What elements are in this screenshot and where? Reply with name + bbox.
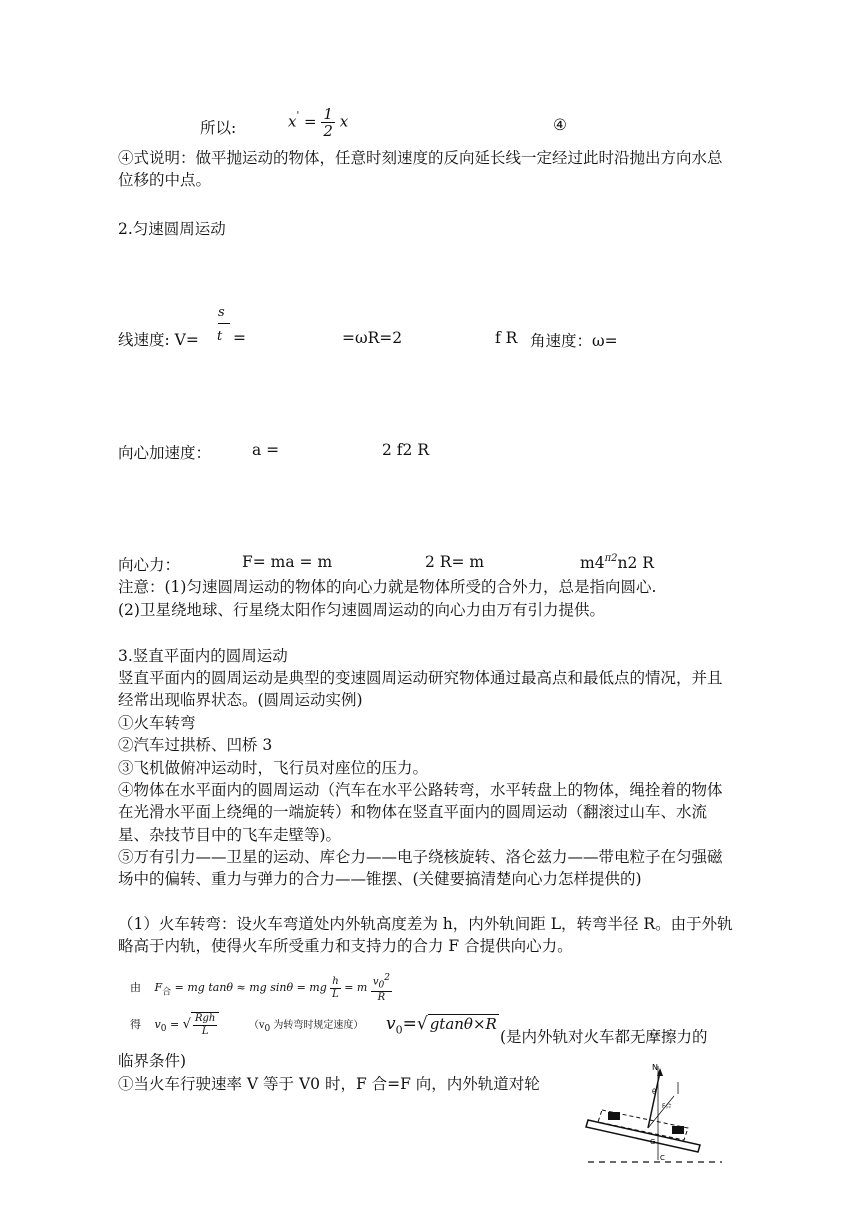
v0-equals: = [169,1018,180,1031]
frac-s: s [218,305,225,320]
track-plate [586,1120,700,1152]
angular-velocity-label: 角速度：ω= [530,332,618,350]
label-C: C [660,1154,665,1162]
v0-big-formula: $v_0=√$ gtanθ×R [386,1014,497,1037]
formula-body: = mg tanθ ≈ mg sinθ = mg [174,981,327,995]
section2-heading: 2.匀速圆周运动 [118,220,226,238]
v0-var: v [154,1018,161,1031]
v0-sub: 0 [160,1024,167,1035]
eq4-den: 2 [323,122,333,140]
linear-label: 线速度: V= [118,331,199,349]
linear-velocity-line [118,329,199,351]
v0-big: v [386,1014,396,1034]
item-4: ④物体在水平面内的圆周运动（汽车在水平公路转弯，水平转盘上的物体，绳拴着的物体在光滑水平面上绕绳的一端旋转）和物体在竖直平面内的圆周运动（翻滚过山车、水流星、杂技节目中的飞车走壁等)。 [118,781,723,844]
formula-you: 由 [130,981,141,995]
frac-t: t [217,329,223,344]
v0-big-rhs: = [402,1014,417,1034]
v0-note: （v [248,1020,265,1031]
item-3: ③飞机做俯冲运动时，飞行员对座位的压力。 [118,759,429,777]
suoyi-label: 所以: [200,119,237,137]
linear-fr: f R [495,329,518,347]
force-tail-text: n2 R [617,554,654,572]
eq4-prime: ' [296,110,300,122]
eq4-tag: ④ [553,116,567,134]
train-intro: （1）火车转弯：设火车弯道处内外轨高度差为 h，内外轨间距 L，转弯半径 R。由于外轨略高于内轨，使得火车所受重力和支持力的合力 F 合提供向心力。 [118,915,733,956]
formula-he: 合 [162,987,172,998]
v0-num: Rgh [194,1013,216,1024]
centripetal-acc-label: 向心加速度： [118,444,212,462]
formula-hL [330,976,340,1001]
eq4-explanation: ④式说明：做平抛运动的物体，任意时刻速度的反向延长线一定经过此时沿抛出方向水总位移的中点。 [118,149,723,190]
force-tail [580,553,654,572]
item-5: ⑤万有引力——卫星的运动、库仑力——电子绕核旋转、洛仑兹力——带电粒子在匀强磁场中的偏转、重力与弹力的合力——锥摆、(关健要搞清楚向心力怎样提供的) [118,848,723,889]
centripetal-force-label: 向心力： [118,556,181,574]
force-pi-exp: 2 [611,553,618,564]
acc-a: a = [252,441,280,459]
no-friction-text: (是内外轨对火车都无摩擦力的 [500,1028,708,1046]
v0-formula: 得 $v_0$ = √ $\frac{\text{Rgh}}{L}$ （$v_0$ 为转弯时规定速度） [130,1013,364,1037]
v0-big-sqrt: gtanθ×R [429,1015,497,1033]
frac-s-bar [218,323,230,324]
eq4-fraction [321,106,335,139]
note-1: 注意：(1)匀速圆周运动的物体的向心力就是物体所受的合外力，总是指向圆心. [118,578,657,596]
equation-4 [288,106,348,139]
critical-condition: 临界条件) [118,1052,187,1070]
wheel-right [672,1126,684,1134]
eq4-num: 1 [323,105,333,123]
label-theta: θ [652,1088,657,1096]
label-N: N [652,1063,658,1072]
train-banking-figure [580,1060,730,1168]
force-pi: π [604,553,612,564]
label-F: F合 [662,1103,672,1110]
v0-note-rest: 为转弯时规定速度） [270,1020,364,1031]
v0-big-sub: 0 [395,1023,403,1037]
formula-v2R [371,972,392,1004]
eq4-eq: = [304,112,317,131]
note-2: (2)卫星绕地球、行星绕太阳作匀速圆周运动的向心力由万有引力提供。 [118,601,605,619]
formula-R: R [377,992,386,1004]
eq4-lhs: x [288,112,297,131]
force-mid: 2 R= m [425,553,485,571]
acc-rhs: 2 f2 R [382,441,429,459]
de-label: 得 [130,1018,141,1031]
wheel-left [608,1112,620,1120]
force-eq: F= ma = m [242,553,333,571]
formula-v0sub: 0 [378,980,385,991]
formula-sq: 2 [384,973,390,983]
formula-v0: v [372,976,379,988]
section3-heading: 3.竖直平面内的圆周运动 [118,647,288,665]
formula-h: h [332,975,339,987]
linear-mid: =ωR=2 [342,329,403,347]
item-1: ①火车转弯 [118,714,196,732]
v0-den: L [201,1026,209,1037]
item-2: ②汽车过拱桥、凹桥 3 [118,736,273,754]
eq4-var: x [339,112,349,131]
formula-F: F [154,981,163,995]
v0-sqrt-frac [191,1012,219,1038]
force-m4: m4 [580,554,605,572]
section3-intro: 竖直平面内的圆周运动是典型的变速圆周运动研究物体通过最高点和最低点的情况，并且经常出现临界状态。(圆周运动实例) [118,669,723,710]
linear-eq: = [233,329,246,347]
formula-L: L [332,988,339,1000]
case-1: ①当火车行驶速率 V 等于 V0 时，F 合=F 向，内外轨道对轮 [118,1075,540,1093]
label-G: G [650,1138,656,1146]
train-formula [130,972,392,1004]
formula-m: = m [344,981,368,995]
v0-note-sub: 0 [264,1024,271,1034]
